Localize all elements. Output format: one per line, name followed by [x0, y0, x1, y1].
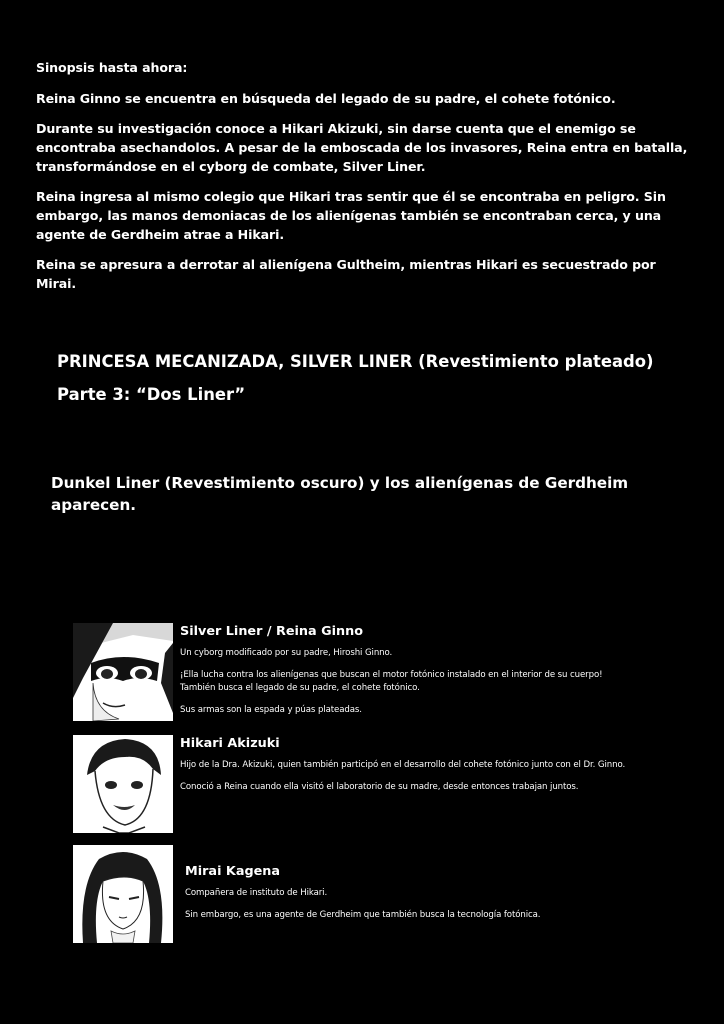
character-entry [73, 845, 693, 945]
chapter-title-block [57, 350, 697, 416]
series-title: PRINCESA MECANIZADA, SILVER LINER (Revestimiento plateado) [57, 352, 654, 371]
character-info [180, 623, 700, 726]
synopsis-paragraph: Reina Ginno se encuentra en búsqueda del legado de su padre, el cohete fotónico. [36, 91, 616, 106]
character-description: Hijo de la Dra. Akizuki, quien también participó en el desarrollo del cohete fotónico junto con el Dr. Ginno. [180, 760, 626, 770]
character-name: Mirai Kagena [185, 864, 281, 879]
character-description: ¡Ella lucha contra los alienígenas que buscan el motor fotónico instalado en el interior de su cuerpo! También busca el legado de su padre, el cohete fotónico. [180, 670, 603, 693]
character-description: Un cyborg modificado por su padre, Hiroshi Ginno. [180, 648, 393, 658]
mirai-portrait [73, 845, 173, 943]
synopsis [36, 58, 696, 304]
character-info [180, 735, 700, 803]
character-name: Silver Liner / Reina Ginno [180, 624, 364, 639]
character-description: Sin embargo, es una agente de Gerdheim que también busca la tecnología fotónica. [185, 910, 541, 920]
hikari-portrait [73, 735, 173, 833]
character-description: Conoció a Reina cuando ella visitó el laboratorio de su madre, desde entonces trabajan juntos. [180, 782, 579, 792]
chapter-tagline: Dunkel Liner (Revestimiento oscuro) y los alienígenas de Gerdheim aparecen. [51, 474, 629, 514]
synopsis-paragraph: Durante su investigación conoce a Hikari Akizuki, sin darse cuenta que el enemigo se encontraba asechandolos. A pesar de la emboscada de los invasores, Reina entra en batalla, transformándose en el cyborg de combate, Silver Liner. [36, 121, 688, 174]
chapter-part-title: Parte 3: “Dos Liner” [57, 385, 246, 404]
synopsis-paragraph: Reina se apresura a derrotar al alienígena Gultheim, mientras Hikari es secuestrado por Mirai. [36, 257, 656, 291]
character-entry [73, 623, 693, 723]
character-description: Sus armas son la espada y púas plateadas. [180, 705, 362, 715]
synopsis-heading: Sinopsis hasta ahora: [36, 60, 188, 75]
character-info [185, 863, 705, 931]
character-entry [73, 735, 693, 835]
character-name: Hikari Akizuki [180, 736, 280, 751]
synopsis-paragraph: Reina ingresa al mismo colegio que Hikari tras sentir que él se encontraba en peligro. Sin embargo, las manos demoniacas de los alienígenas también se encontraban cerca, y una agente de Gerdheim atrae a Hikari. [36, 189, 666, 242]
character-description: Compañera de instituto de Hikari. [185, 888, 328, 898]
reina-portrait [73, 623, 173, 721]
